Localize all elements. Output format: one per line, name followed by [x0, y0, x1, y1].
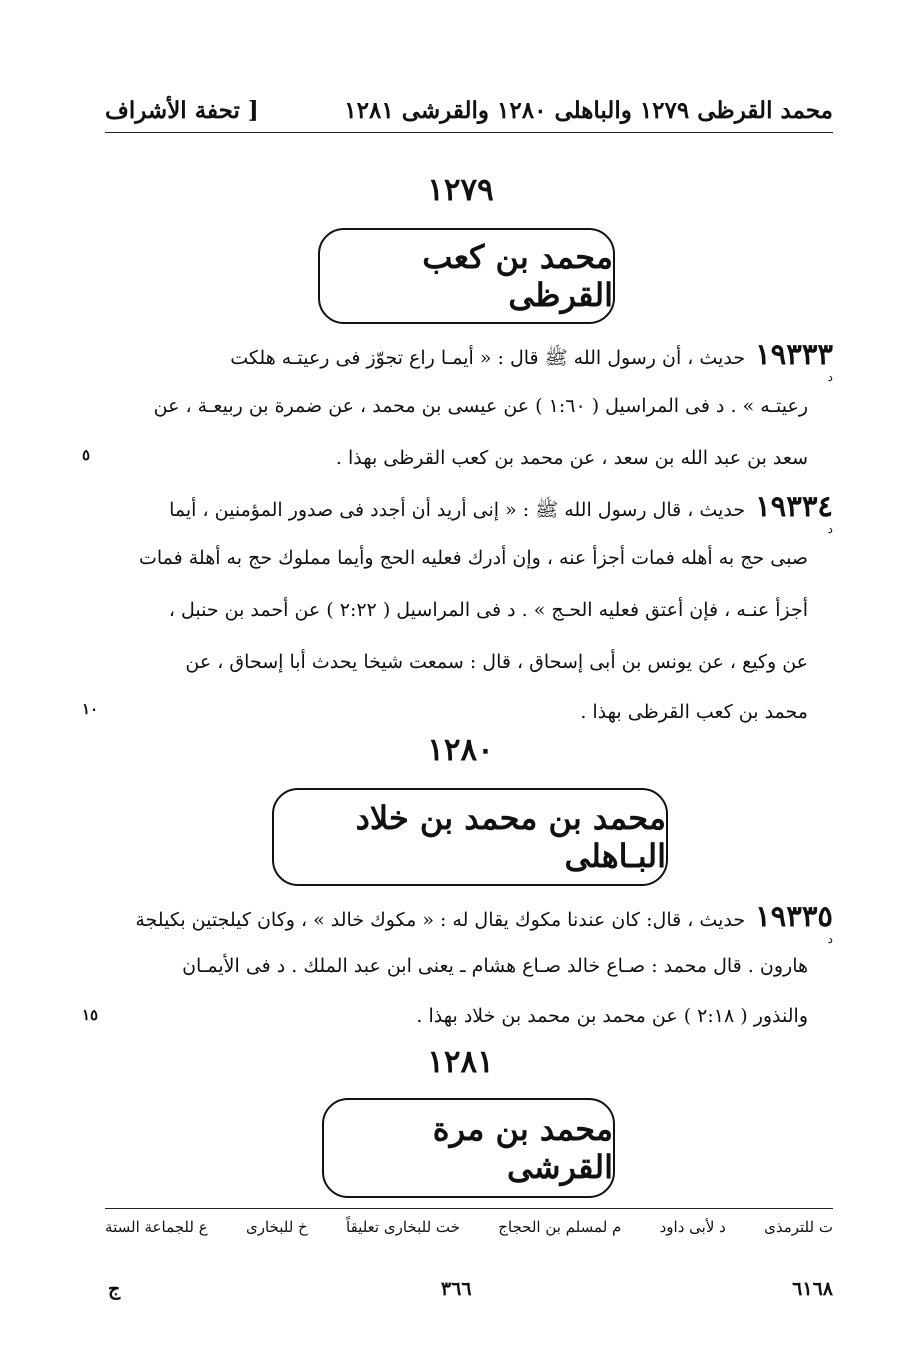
narrator-name-box: محمد بن محمد بن خلاد البـاهلى	[272, 788, 668, 886]
entry-line: والنذور ( ٢:١٨ ) عن محمد بن محمد بن خلاد بهذا .	[416, 1005, 808, 1027]
abbr-item: خت للبخارى تعليقاً	[346, 1218, 460, 1236]
entry-line: محمد بن كعب القرظى بهذا .	[580, 701, 808, 723]
entry-line: ١٩٣٣٤حديث ، قال رسول الله ﷺ : « إنى أريد أن أجدد فى صدور المؤمنين ، أيما	[169, 489, 833, 523]
entry-line: ١٩٣٣٣حديث ، أن رسول الله ﷺ قال : « أيمـا راع تجوّز فى رعيتـه هلكت	[230, 337, 833, 371]
abbreviation-key	[105, 1218, 833, 1236]
footnote-rule	[105, 1208, 833, 1209]
abbr-item: ت للترمذى	[764, 1218, 833, 1236]
margin-line-number: ١٠	[82, 700, 99, 718]
margin-line-number: ٥	[82, 446, 91, 464]
margin-line-number: ١٥	[82, 1006, 99, 1024]
abbr-item: م لمسلم بن الحجاج	[498, 1218, 622, 1236]
source-marker: د	[827, 370, 833, 384]
entry-line: ١٩٣٣٥حديث ، قال: كان عندنا مكوك يقال له : « مكوك خالد » ، وكان كيلجتين بكيلجة	[135, 899, 833, 933]
running-head-right: محمد القرظى ١٢٧٩ والباهلى ١٢٨٠ والقرشى ١٢٨١	[344, 96, 833, 124]
narrator-name-box: محمد بن مرة القرشى	[322, 1098, 615, 1198]
entry-line: هارون . قال محمد : صـاع خالد صـاع هشام ـ يعنى ابن عبد الملك . د فى الأيمـان	[182, 955, 808, 977]
entry-number: ١٩٣٣٤	[755, 489, 833, 523]
entry-number: ١٩٣٣٥	[755, 899, 833, 933]
source-marker: د	[827, 522, 833, 536]
page-footer	[108, 1278, 833, 1300]
page-number: ٣٦٦	[440, 1278, 472, 1300]
section-number: ١٢٧٩	[427, 172, 494, 208]
section-number: ١٢٨١	[427, 1044, 494, 1080]
entry-line: صبى حج به أهله فمات أجزأ عنه ، وإن أدرك فعليه الحج وأيما مملوك حج به أهلة فمات	[138, 547, 808, 569]
abbr-item: د لأبى داود	[659, 1218, 726, 1236]
entry-line: عن وكيع ، عن يونس بن أبى إسحاق ، قال : سمعت شيخا يحدث أبا إسحاق ، عن	[185, 651, 808, 673]
section-number: ١٢٨٠	[427, 732, 494, 768]
entry-line: أجزأ عنـه ، فإن أعتق فعليه الحـج » . د فى المراسيل ( ٢:٢٢ ) عن أحمد بن حنبل ،	[168, 599, 808, 621]
entry-number: ١٩٣٣٣	[755, 337, 833, 371]
running-head	[105, 92, 833, 128]
entry-line: سعد بن عبد الله بن سعد ، عن محمد بن كعب القرظى بهذا .	[335, 447, 808, 469]
abbr-item: خ للبخارى	[245, 1218, 308, 1236]
source-marker: د	[827, 932, 833, 946]
narrator-name-box: محمد بن كعب القرظى	[318, 228, 615, 324]
running-number: ٦١٦٨	[792, 1278, 833, 1300]
abbr-item: ع للجماعة الستة	[105, 1218, 208, 1236]
volume-letter: ج	[108, 1278, 121, 1300]
entry-line: رعيتـه » . د فى المراسيل ( ١:٦٠ ) عن عيسى بن محمد ، عن ضمرة بن ربيعـة ، عن	[153, 395, 808, 417]
running-head-left: [ تحفة الأشراف	[105, 96, 259, 124]
header-rule	[105, 132, 833, 133]
